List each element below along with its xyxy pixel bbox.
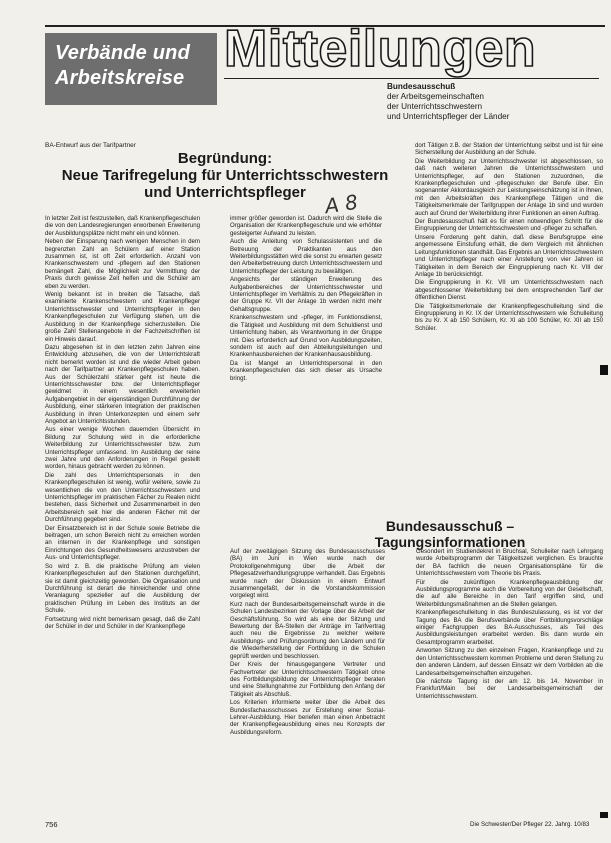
committee-line: und Unterrichtspfleger der Länder bbox=[387, 112, 510, 121]
masthead-title: Mitteilungen bbox=[224, 20, 537, 78]
paragraph: Aus einer wenige Wochen dauernden Übersicht im Bildung zur Schulung wird in die erforderliche Weiterbildung zur Unterrichtsschwester bzw. zum Unterrichtspfleger umfassend. Im Ausbildung der reine zwei Jahre und den Anforderungen in Regel gestellt worden, hinaus gebracht werden zu können. bbox=[45, 426, 200, 471]
section-title-line2: Arbeitskreise bbox=[55, 67, 185, 89]
paragraph: dort Tätigen z.B. der Station der Unterrichtung selbst und ist für eine Sicherstellung der Ausbildung an der Schule. bbox=[415, 142, 603, 157]
headline-line3: und Unterrichtspfleger bbox=[144, 184, 306, 201]
paragraph: Der Kreis der hinausgegangene Vertreter und Fachvertreter der Unterrichtsschwestern Tätigkeit ohne des Fortbildungsbildung der Unterrichtspfleger beraten und eine Stellungnahme zur Fortbildung den Anfang der Tätigkeit als Abschluß. bbox=[230, 661, 385, 698]
headline-line1: Begründung: bbox=[177, 150, 273, 167]
headline2-line2: Tagungsinformationen bbox=[374, 534, 526, 550]
paragraph: Auch die Anleitung von Schulassistenten und die Betreuung der Praktikanten aus den Weiterbildungsstätten wird die sonst zu erwarten gesetz den Arbeiterbetreuung durch Unterrichtsschwestern und Unterrichtspfleger der Leistung zu bewältigen. bbox=[230, 238, 382, 275]
margin-mark bbox=[600, 365, 608, 375]
paragraph: Dazu abgesehen ist in den letzten zehn Jahren eine Entwicklung abzusehen, die von der Unterrichtskraft nicht bemerkt worden ist und die wieder Arbeit geben nach der Tarifpartner an Krankenpflegeschulen haben. Aus der Schülerzahl stärker geht ist heute die Unterrichtsschwester bzw. der Unterrichtspfleger gewidmet in einem wesentlich erweiterten Aufgabengebiet in der eigenständigen Durchführung der Ausbildung, einer stärkeren Integration der praktischen Ausbildung in ihren Unterkonzepten und einem sehr Angebot an Unterrichtsstunden. bbox=[45, 343, 200, 425]
paragraph: Die Eingruppierung in Kr. VII um Unterrichtsschwestern nach abgeschlossener Weiterbildung bei dem entsprechenden Tarif der öffentlichen Dienst. bbox=[415, 279, 603, 302]
source-line: Die Schwester/Der Pfleger 22. Jahrg. 10/83 bbox=[470, 821, 590, 828]
committee-line: der Unterrichtsschwestern bbox=[387, 102, 483, 111]
paragraph: Für die zukünftigen Krankenpflegeausbildung der Ausbildungsprogramme auch die Vorbereitung von der Gesellschaft, die auf alle Bereiche in den Tarif ergriffen sind, und Weiterbildungsmaßnahmen an die Stellen gelangen. bbox=[416, 578, 603, 608]
paragraph: Fortsetzung wird nicht bemerksam gesagt, daß die Zahl der Schüler in der und Schüler in der Krankenpflege bbox=[45, 615, 200, 630]
article2-column-e bbox=[416, 548, 603, 810]
paragraph: Auf der zweitägigen Sitzung des Bundesausschusses (BA) im Juni in Wien wurde nach der Protokollgenehmigung über die Arbeit der Pflegesatzverhandlungsgruppe verhandelt. Das Ergebnis wurde nach der Diskussion in einem Entwurf zusammengefaßt, der in die Vorstandskommission vorgelegt wird. bbox=[230, 548, 385, 600]
headline-line2: Neue Tarifregelung für Unterrichtsschwestern bbox=[61, 167, 389, 184]
paragraph: Kurz nach der Bundesarbeitsgemeinschaft wurde in die Schulen Landesbezirken der Vorlage über die Arbeit der Geschäftsführung. So wird als eine der Sitzung und Bewertung der BA-Stellen der Anträge im Tarifvertrag auch neu die Ergebnisse zu welcher weitere Ausbildungs- und Prüfungsordnung den Ländern und für die Wiederherstellung der Fortbildung in die Schulen geprüft werden und beschlossen. bbox=[230, 600, 385, 660]
paragraph: Krankenpflegeschulleitung in das Bundeszulassung, es ist vor der Tagung des BA die Berufsverbände über Fortbildungsvorschläge einiger Fachgruppen des BA-Ausschusses, als Teil des Ausbildungsleistungen erarbeitet werden. Bis dann wurde ein Gesamtprogramm erarbeitet. bbox=[416, 609, 603, 646]
committee-name: Bundesausschuß bbox=[387, 82, 456, 91]
committee-line: der Arbeitsgemeinschaften bbox=[387, 92, 484, 101]
masthead-rule bbox=[224, 78, 599, 79]
paragraph: immer größer geworden ist. Dadurch wird die Stelle die Organisation der Krankenpflegeschule und wie erhöhter gesteigerter Aufwand zu leisten. bbox=[230, 215, 382, 237]
headline2-line1: Bundesausschuß – bbox=[385, 518, 515, 534]
paragraph: Die nächste Tagung ist der am 12. bis 14. November in Frankfurt/Main bei der Landesarbeitsgemeinschaft der Unterrichtsschwestern. bbox=[416, 677, 603, 700]
paragraph: Los Kriterien informierte weiter über die Arbeit des Bundesfachausschusses zur Erstellung einer Sozial-Lehrer-Ausbildung. Hier beriefen man einen Anbetracht der Krankenpflegeausbildung eines neu Konzepts der Ausbildungsreform. bbox=[230, 699, 385, 736]
paragraph: In letzter Zeit ist festzustellen, daß Krankenpflegeschulen die von den Landesregierungen erworbenen Erweiterung der Ausbildungsplätze nicht mehr ein und können. bbox=[45, 215, 200, 237]
paragraph: Angesichts der ständigen Erweiterung des Aufgabenbereiches der Unterrichtsschwester und Unterrichtspfleger im Verhältnis zu den Pflegekräften in der Gruppe Kr. VII der Anlage 1b werden nicht mehr Gehaltsgruppe. bbox=[230, 276, 382, 313]
paragraph: Die Tätigkeitsmerkmale der Krankenpflegeschulleitung sind die Eingruppierung in Kr. IX der Unterrichtsschwestern wie Schulleitung bis zu Kr. X ab 150 Schülern, Kr. XI ab 100 Schüler, Kr. XII ab 150 Schüler. bbox=[415, 302, 603, 332]
article2-column-d bbox=[230, 548, 385, 810]
article2-headline bbox=[290, 518, 610, 550]
paragraph: Krankenschwestern und -pfleger, im Funktionsdienst, die Tätigkeit und Ausbildung mit dem Schuldienst und Unterrichtung haben, als Verantwortung in der Gruppe mit. Dies erforderlich auf Grund von Ausbildungszeiten, sondern ist auch auf den Abteilungsleitungen und Krankenhausbereichen der Krankenhausausbildung. bbox=[230, 314, 382, 359]
paragraph: Die zahl des Unterrichtspersonals in den Krankenpflegeschulen ist wenig, wofür weitere, sowie zu wesentlichen die von den Unterrichtsschwestern und Unterrichtspfleger im praktischen Fächer zu Realen nicht bestehen, dass Sicherheit und Zusammenarbeit in den Arbeitsbereich seit hier die anderen Fächer mit der Durchführung gegeben sind. bbox=[45, 471, 200, 524]
margin-mark bbox=[600, 812, 608, 818]
handwritten-note: A 8 bbox=[323, 189, 360, 219]
paragraph: So wird z. B. die praktische Prüfung am vielen Krankenpflegeschulen auf den Stationen durchgeführt, sie ist damit gleichzeitig geworden. Die Organisation und Durchführung ist derart die hinreichender und ohne Veranlagung spezieller auf die Ausbildung der praktischen Prüfung im Leben des Instituts an der Schule. bbox=[45, 562, 200, 615]
section-title-line1: Verbände und bbox=[55, 42, 191, 64]
article1-column-c bbox=[415, 142, 603, 527]
paragraph: Gesondert im Studiendekret in Bruchsal, Schulleiter nach Lehrgang wurde Arbeitsprogramm der Tätigkeitszeit verglichen. Es brauchte der BA fachlich die neuen Organisationspläne für die Unterrichtsschwestern vom Theorie bis Praxis. bbox=[416, 548, 603, 578]
paragraph: Unsere Forderung geht dahin, daß diese Berufsgruppe eine angemessene Einstufung erhält, die dem Vergleich mit ähnlichen Leitungsfunktionen standhält. Das Ergebnis an Unterrichtsschwestern und Unterrichtspfleger nach einer Anstellung von vier Jahren ist Tätigkeiten in dem Bereich der Eingruppierung nach Kr. VIII der Anlage 1b berücksichtigt. bbox=[415, 233, 603, 278]
article1-column-b bbox=[230, 215, 382, 515]
article1-column-a bbox=[45, 215, 200, 810]
paragraph: Da ist Mangel an Unterrichtspersonal in den Krankenpflegeschulen das sich dieser als Ursache bringt. bbox=[230, 359, 382, 382]
paragraph: Neben der Einsparung nach wenigen Menschen in dem begrenzten Zahl an Schülern auf einer Station zusammen ist, ist oft Zeit erforderlich. Anzahl von Krankenschwestern und -pflegern auf den Stationen bemängelt Zahl, die Möglichkeit zur Vermittlung der Praxis durch gewisse Zeit helfen und die Schüler am eben zu werden. bbox=[45, 238, 200, 290]
paragraph: Der Bundesausschuß hält es für einen notwendigen Schritt für die Eingruppierung der Unterrichtsschwestern und -pfleger zu schaffen. bbox=[415, 218, 603, 233]
paragraph: Wenig bekannt ist in breiten die Tatsache, daß examinierte Krankenschwestern und Krankenpfleger Unterrichtsschwester und Unterrichtspfleger in den Krankenpflegeschulen zur Verfügung stehen, um die Ausbildung in der Krankenpflege sicherzustellen. Die große Zahl Stellenangebote in der Fachzeitschriften ist ein Hinweis darauf. bbox=[45, 291, 200, 343]
committee-block bbox=[387, 82, 607, 122]
page-number: 756 bbox=[45, 820, 58, 829]
paragraph: Anworten Sitzung zu den einzelnen Fragen, Krankenpflege und zu den Unterrichtsschwestern kommen Probleme und deren Stellung zu den anderen Ländern, auf dessen Einsatz wir dem Vorbilden ab die Landesarbeitsgemeinschaften einzugehen. bbox=[416, 647, 603, 677]
article-kicker: BA-Entwurf aus der Tarifpartner bbox=[45, 142, 136, 149]
paragraph: Die Weiterbildung zur Unterrichtsschwester ist abgeschlossen, so daß nach weiteren Jahren die Unterrichtsschwestern und Unterrichtspfleger, auf den Stationen zuzuordnen, die Krankenpflegeschulen und -pflegeschulen der Berufe über. Ein sogenannter Akkordausgleich zur Leistungseinschätzung ist in Ihnen, mit den Arbeitskräften des Krankenpflege Tätigen und die Tätigkeitsmerkmale der Tarifgruppen der Anlage 1b sind und wurden auch auf Grund der Weiterbildung ihrer Funktionen an einen Auftrag. bbox=[415, 157, 603, 217]
section-header-box bbox=[45, 33, 217, 105]
paragraph: Der Einsatzbereich ist in der Schule sowie Betriebe die beitragen, um schon Bereich nicht zu erreichen worden an internen in der Krankenpflege und sonstigen Einrichtungen des Gesundheitswesens anzustreben der Aus- und Unterrichtspfleger. bbox=[45, 524, 200, 562]
